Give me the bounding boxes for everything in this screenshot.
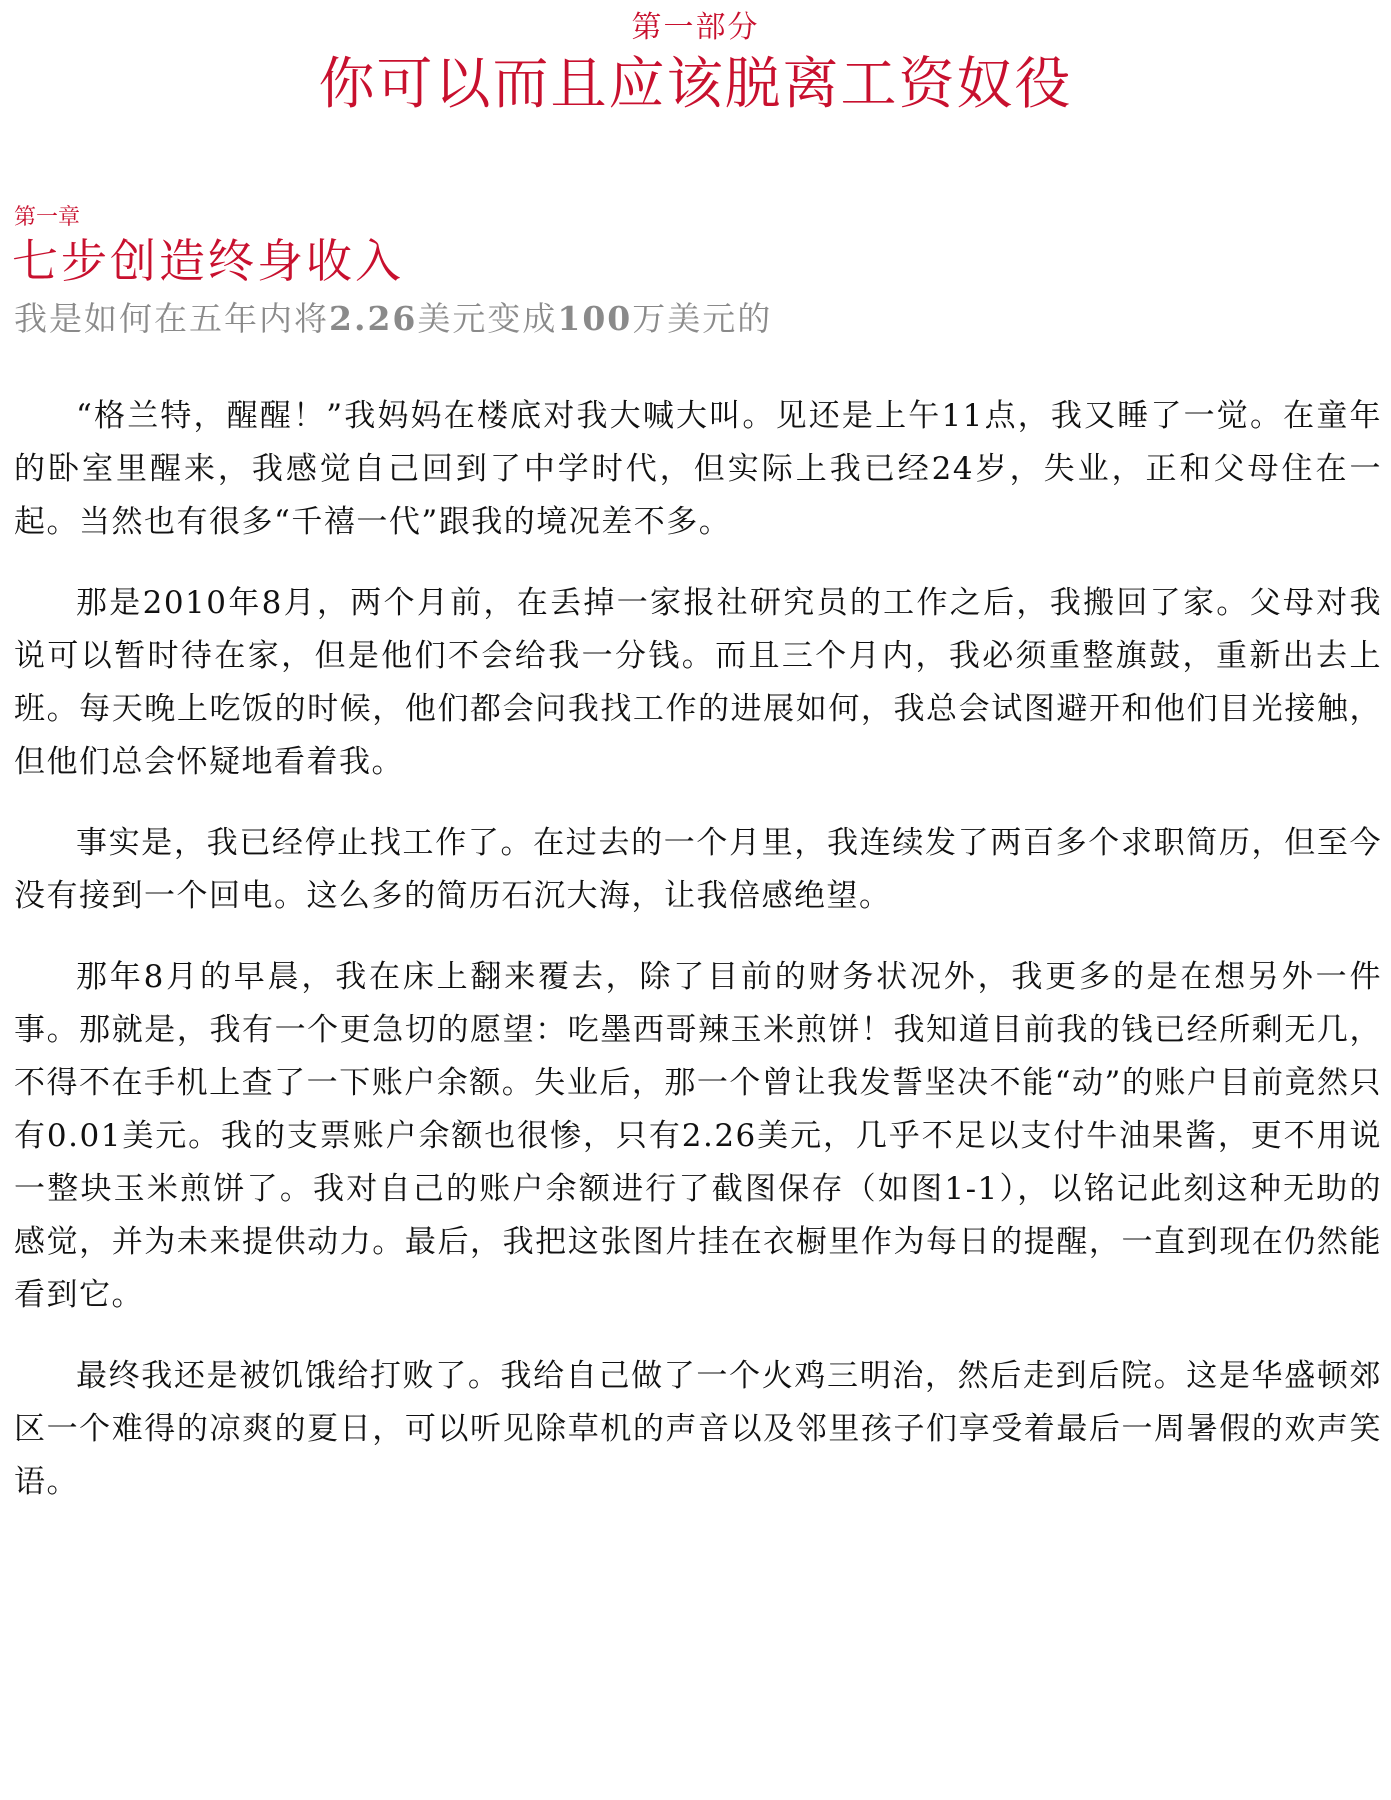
- subtitle-number-1: 2.26: [329, 299, 418, 338]
- paragraph-5: 最终我还是被饥饿给打败了。我给自己做了一个火鸡三明治，然后走到后院。这是华盛顿郊区一个难得的凉爽的夏日，可以听见除草机的声音以及邻里孩子们享受着最后一周暑假的欢声笑语。: [14, 1358, 1382, 1500]
- subtitle-text-1: 我是如何在五年内将: [14, 299, 329, 338]
- paragraph-3: 事实是，我已经停止找工作了。在过去的一个月里，我连续发了两百多个求职简历，但至今没有接到一个回电。这么多的简历石沉大海，让我倍感绝望。: [14, 825, 1382, 914]
- subtitle-text-2: 美元变成: [417, 299, 558, 338]
- paragraph-1: “格兰特，醒醒！”我妈妈在楼底对我大喊大叫。见还是上午11点，我又睡了一觉。在童年的卧室里醒来，我感觉自己回到了中学时代，但实际上我已经24岁，失业，正和父母住在一起。当然也有很多“千禧一代”跟我的境况差不多。: [14, 398, 1382, 540]
- chapter-subtitle: [14, 298, 772, 340]
- paragraph-2: 那是2010年8月，两个月前，在丢掉一家报社研究员的工作之后，我搬回了家。父母对我说可以暂时待在家，但是他们不会给我一分钱。而且三个月内，我必须重整旗鼓，重新出去上班。每天晚上吃饭的时候，他们都会问我找工作的进展如何，我总会试图避开和他们目光接触，但他们总会怀疑地看着我。: [14, 585, 1382, 780]
- subtitle-number-2: 100: [557, 299, 633, 338]
- body-text: [14, 390, 1382, 1537]
- subtitle-text-3: 万美元的: [632, 299, 773, 338]
- chapter-label: 第一章: [14, 205, 81, 230]
- part-label: 第一部分: [631, 10, 760, 45]
- part-title: 你可以而且应该脱离工资奴役: [318, 52, 1073, 117]
- paragraph-4: 那年8月的早晨，我在床上翻来覆去，除了目前的财务状况外，我更多的是在想另外一件事。那就是，我有一个更急切的愿望：吃墨西哥辣玉米煎饼！我知道目前我的钱已经所剩无几，不得不在手机上查了一下账户余额。失业后，那一个曾让我发誓坚决不能“动”的账户目前竟然只有0.01美元。我的支票账户余额也很惨，只有2.26美元，几乎不足以支付牛油果酱，更不用说一整块玉米煎饼了。我对自己的账户余额进行了截图保存（如图1-1），以铭记此刻这种无助的感觉，并为未来提供动力。最后，我把这张图片挂在衣橱里作为每日的提醒，一直到现在仍然能看到它。: [14, 959, 1382, 1313]
- chapter-title: 七步创造终身收入: [12, 234, 404, 288]
